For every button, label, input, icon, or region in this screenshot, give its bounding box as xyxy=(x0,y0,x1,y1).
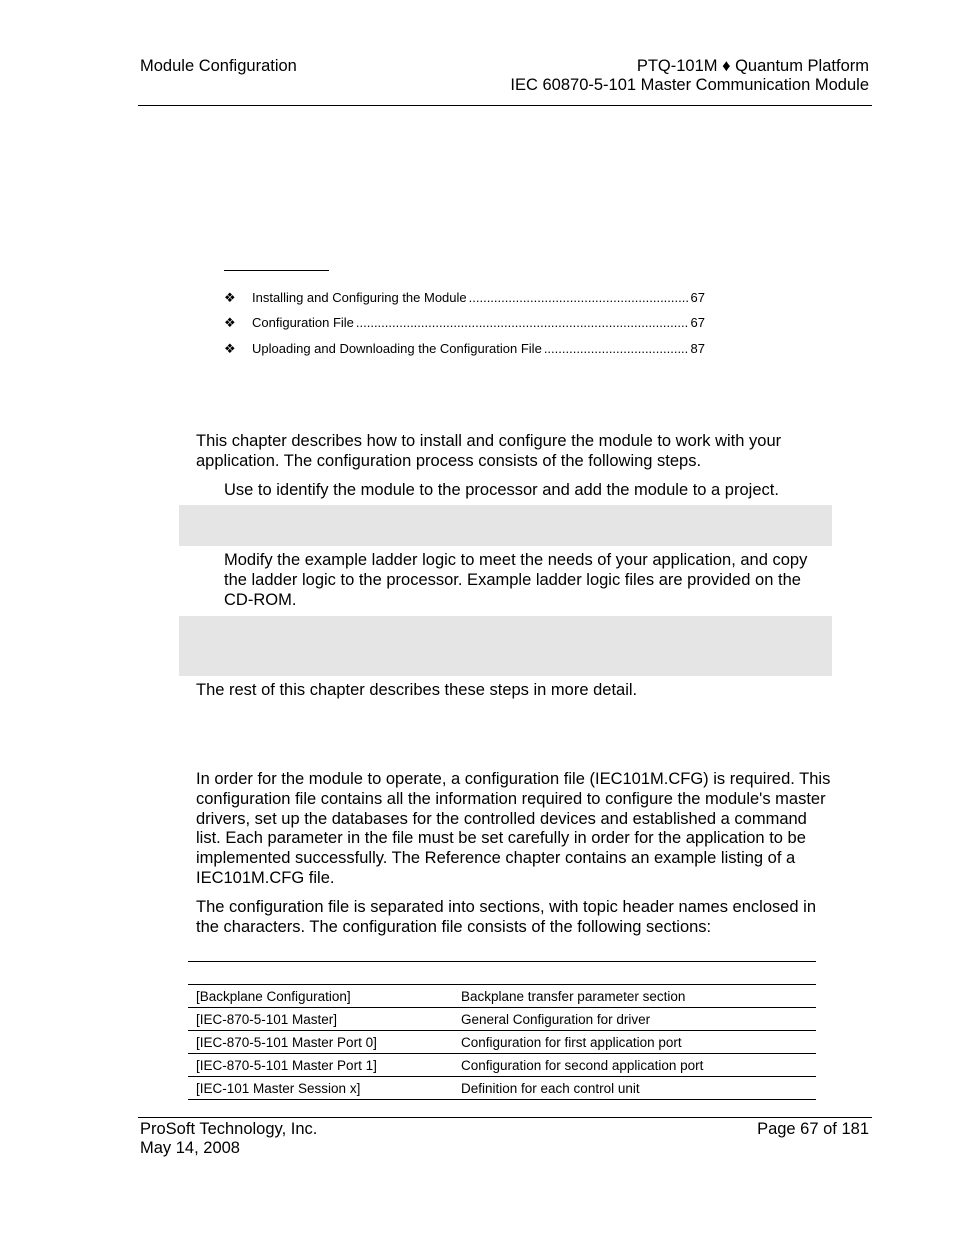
toc-leader xyxy=(356,315,689,330)
table-header-rule xyxy=(188,961,816,962)
footer-company: ProSoft Technology, Inc. xyxy=(140,1120,318,1138)
toc-entry-title: Configuration File xyxy=(252,315,354,330)
section-name: [Backplane Configuration] xyxy=(188,985,453,1008)
section-description: Definition for each control unit xyxy=(453,1077,816,1100)
toc-rule xyxy=(224,270,329,271)
toc-entry-title: Installing and Configuring the Module xyxy=(252,290,467,305)
sections-table xyxy=(188,984,816,1100)
footer-page-number: Page 67 of 181 xyxy=(757,1120,869,1138)
section-description: Configuration for first application port xyxy=(453,1031,816,1054)
config-paragraph-2: The configuration file is separated into sections, with topic header names enclosed in the characters. The configuration file consists of the following sections: xyxy=(196,898,817,936)
toc-bullet-icon: ❖ xyxy=(224,290,236,305)
table-row xyxy=(188,985,816,1008)
header-rule xyxy=(138,105,872,106)
toc-entry-title: Uploading and Downloading the Configuration File xyxy=(252,341,542,356)
toc-entry[interactable] xyxy=(224,290,705,308)
toc-entry-page: 87 xyxy=(690,341,705,356)
section-description: Configuration for second application port xyxy=(453,1054,816,1077)
toc-leader xyxy=(469,290,689,305)
toc-bullet-icon: ❖ xyxy=(224,341,236,356)
section-name: [IEC-870-5-101 Master Port 1] xyxy=(188,1054,453,1077)
toc-leader xyxy=(544,341,689,356)
header-product-subtitle: IEC 60870-5-101 Master Communication Module xyxy=(510,76,869,94)
toc-entry-page: 67 xyxy=(690,315,705,330)
section-name: [IEC-870-5-101 Master Port 0] xyxy=(188,1031,453,1054)
section-description: Backplane transfer parameter section xyxy=(453,985,816,1008)
toc-entry-page: 67 xyxy=(690,290,705,305)
footer-rule xyxy=(138,1117,872,1118)
step-2: Modify the example ladder logic to meet the needs of your application, and copy the ladder logic to the processor. Example ladder logic files are provided on the CD-ROM. xyxy=(224,551,808,609)
step-1: Use to identify the module to the processor and add the module to a project. xyxy=(224,481,779,499)
table-row xyxy=(188,1031,816,1054)
table-row xyxy=(188,1008,816,1031)
header-section-title: Module Configuration xyxy=(140,57,297,75)
intro-paragraph: This chapter describes how to install and configure the module to work with your application. The configuration process consists of the following steps. xyxy=(196,432,782,470)
rest-paragraph: The rest of this chapter describes these steps in more detail. xyxy=(196,681,638,699)
header-product-title: PTQ-101M ♦ Quantum Platform xyxy=(636,57,869,75)
table-row xyxy=(188,1054,816,1077)
table-row xyxy=(188,1077,816,1100)
config-paragraph-1: In order for the module to operate, a configuration file (IEC101M.CFG) is required. This configuration file contains all the information required to configure the module's master drivers, set up the databases for the controlled devices and established a command list. Each parameter in the file must be set carefully in order for the application to be implemented successfully. The Reference chapter contains an example listing of a IEC101M.CFG file. xyxy=(196,770,831,887)
toc-entry[interactable] xyxy=(224,315,705,333)
footer-date: May 14, 2008 xyxy=(140,1139,240,1157)
note-box-2 xyxy=(179,616,832,676)
section-description: General Configuration for driver xyxy=(453,1008,816,1031)
note-box-1 xyxy=(179,505,832,546)
section-name: [IEC-870-5-101 Master] xyxy=(188,1008,453,1031)
section-name: [IEC-101 Master Session x] xyxy=(188,1077,453,1100)
toc-bullet-icon: ❖ xyxy=(224,315,236,330)
toc-entry[interactable] xyxy=(224,341,705,359)
